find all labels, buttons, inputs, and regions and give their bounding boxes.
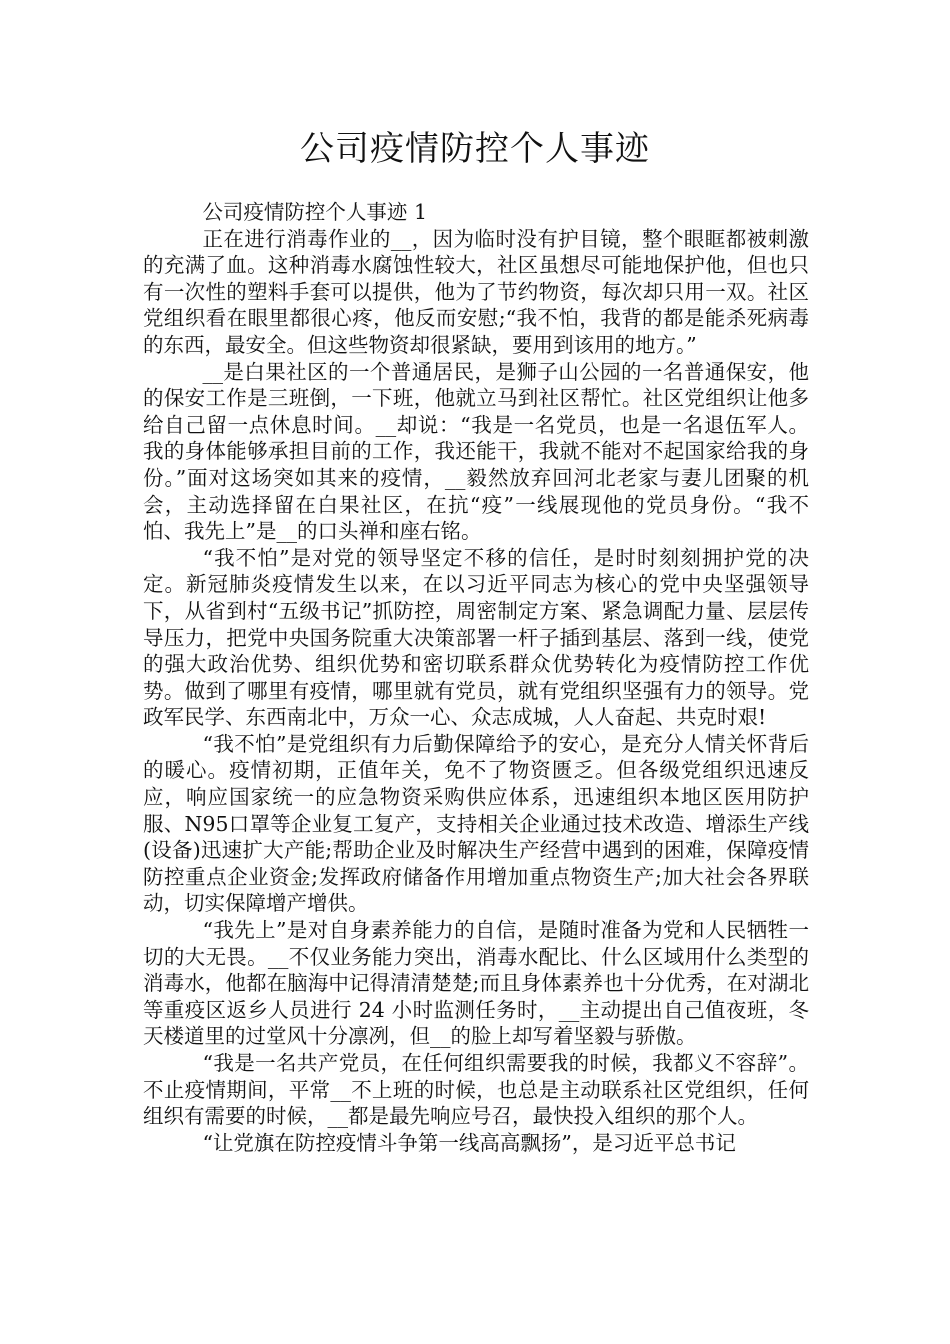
paragraph: “我不怕”是对党的领导坚定不移的信任，是时时刻刻拥护党的决定。新冠肺炎疫情发生以来，在以习近平同志为核心的党中央坚强领导下，从省到村“五级书记”抓防控，周密制定方案、紧急调配力量、层层传导压力，把党中央国务院重大决策部署一杆子插到基层、落到一线，使党的强大政治优势、组织优势和密切联系群众优势转化为疫情防控工作优势。做到了哪里有疫情，哪里就有党员，就有党组织坚强有力的领导。党政军民学、东西南北中，万众一心、众志成城，人人奋起、共克时艰!: [143, 545, 809, 730]
paragraph: “我是一名共产党员，在任何组织需要我的时候，我都义不容辞”。不止疫情期间，平常__不上班的时候，也总是主动联系社区党组织，任何组织有需要的时候，__都是最先响应号召，最快投入组织的那个人。: [143, 1051, 809, 1129]
document-body: [143, 199, 809, 1156]
paragraph: “我不怕”是党组织有力后勤保障给予的安心，是充分人情关怀背后的暖心。疫情初期，正值年关，免不了物资匮乏。但各级党组织迅速反应，响应国家统一的应急物资采购供应体系，迅速组织本地区医用防护服、N95口罩等企业复工复产，支持相关企业通过技术改造、增添生产线(设备)迅速扩大产能;帮助企业及时解决生产经营中遇到的困难，保障疫情防控重点企业资金;发挥政府储备作用增加重点物资生产;加大社会各界联动，切实保障增产增供。: [143, 731, 809, 916]
paragraph: “让党旗在防控疫情斗争第一线高高飘扬”，是习近平总书记: [202, 1130, 736, 1155]
paragraph: 正在进行消毒作业的__，因为临时没有护目镜，整个眼眶都被刺激的充满了血。这种消毒水腐蚀性较大，社区虽想尽可能地保护他，但也只有一次性的塑料手套可以提供，他为了节约物资，每次却只用一双。社区党组织看在眼里都很心疼，他反而安慰;“我不怕，我背的都是能杀死病毒的东西，最安全。但这些物资却很紧缺，要用到该用的地方。”: [143, 226, 809, 357]
document-title: 公司疫情防控个人事迹: [300, 129, 650, 169]
paragraph: __是白果社区的一个普通居民，是狮子山公园的一名普通保安，他的保安工作是三班倒，一下班，他就立马到社区帮忙。社区党组织让他多给自己留一点休息时间。__却说：“我是一名党员，也是一名退伍军人。我的身体能够承担目前的工作，我还能干，我就不能对不起国家给我的身份。”面对这场突如其来的疫情，__毅然放弃回河北老家与妻儿团聚的机会，主动选择留在白果社区，在抗“疫”一线展现他的党员身份。“我不怕、我先上”是__的口头禅和座右铭。: [143, 359, 809, 544]
section-heading: 公司疫情防控个人事迹 1: [202, 200, 427, 224]
paragraph: “我先上”是对自身素养能力的自信，是随时准备为党和人民牺牲一切的大无畏。__不仅业务能力突出，消毒水配比、什么区域用什么类型的消毒水，他都在脑海中记得清清楚楚;而且身体素养也十分优秀，在对湖北等重疫区返乡人员进行 24 小时监测任务时，__主动提出自己值夜班，冬天楼道里的过堂风十分凛冽，但__的脸上却写着坚毅与骄傲。: [143, 918, 809, 1049]
